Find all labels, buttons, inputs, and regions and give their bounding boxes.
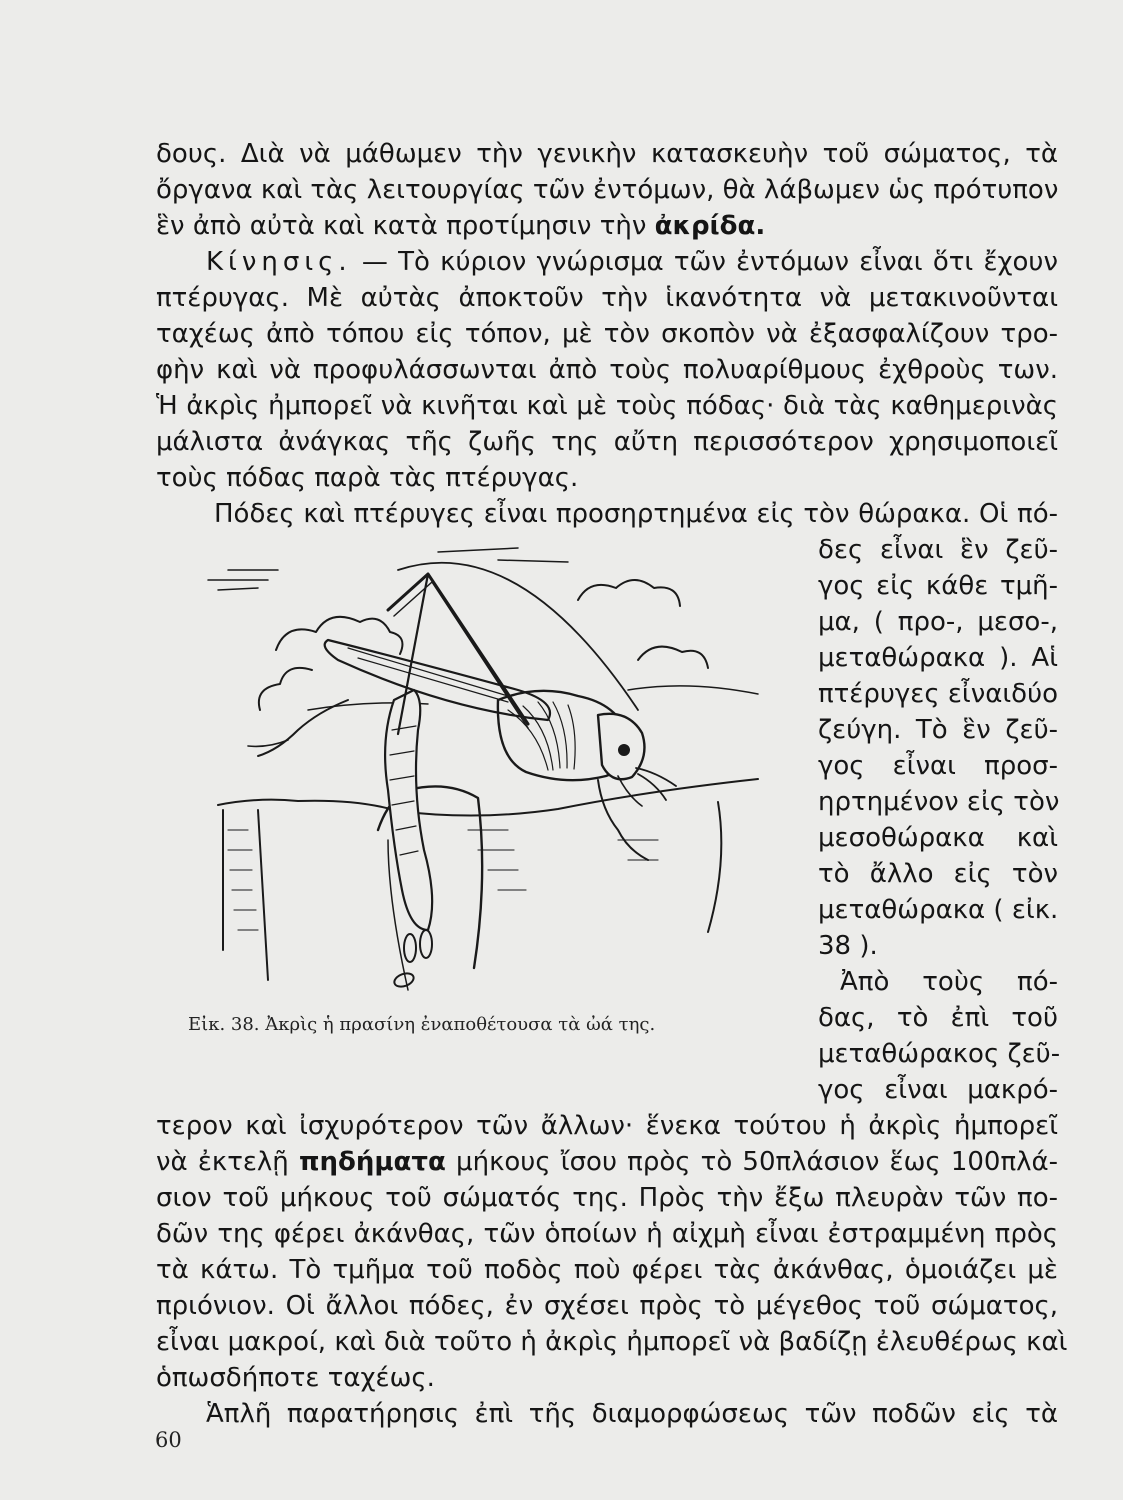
cloud xyxy=(259,668,312,710)
column-line: γος εἰς κάθε τμῆ- xyxy=(818,571,1058,601)
text-line: τὰ κάτω. Τὸ τμῆμα τοῦ ποδὸς ποὺ φέρει τὰς ἀκάνθας, ὁμοιάζει μὲ xyxy=(156,1255,1058,1285)
text-line: Ἁπλῆ παρατήρησις ἐπὶ τῆς διαμορφώσεως τῶν ποδῶν εἰς τὰ xyxy=(206,1399,1058,1429)
column-line: μεταθώρακος ζεῦ- xyxy=(818,1039,1061,1069)
egg xyxy=(420,930,432,958)
text-line: ὄργανα καὶ τὰς λειτουργίας τῶν ἐντόμων, θὰ λάβωμεν ὡς πρότυπον xyxy=(156,175,1059,205)
column-line: δες εἶναι ἓν ζεῦ- xyxy=(818,535,1058,565)
text-line: σιον τοῦ μήκους τοῦ σώματός της. Πρὸς τὴν ἔξω πλευρὰν τῶν πο- xyxy=(156,1183,1058,1213)
text-segment: — Τὸ κύριον γνώρισμα τῶν ἐντόμων εἶναι ὅτι ἔχουν xyxy=(351,247,1058,277)
text-segment: μήκους ἴσου πρὸς τὸ 50πλάσιον ἕως 100πλά- xyxy=(445,1147,1059,1177)
text-line xyxy=(156,208,1058,244)
text-line: πριόνιον. Οἱ ἄλλοι πόδες, ἐν σχέσει πρὸς τὸ μέγεθος τοῦ σώματος, xyxy=(156,1291,1058,1321)
cloud xyxy=(276,617,402,654)
eye xyxy=(619,745,629,755)
page-number: 60 xyxy=(155,1428,182,1452)
column-line: πτέρυγες εἶναιδύο xyxy=(818,679,1059,709)
term-akrida: ἀκρίδα. xyxy=(654,211,766,241)
text-line xyxy=(156,1144,1058,1180)
column-line: γος εἶναι προσ- xyxy=(818,751,1058,781)
column-line: μα, ( προ-, μεσο-, xyxy=(818,607,1058,637)
cloud xyxy=(638,647,708,668)
figure-caption: Εἰκ. 38. Ἀκρὶς ἡ πρασίνη ἐναποθέτουσα τὰ ὠά της. xyxy=(188,1014,656,1035)
grasshopper-illustration xyxy=(198,540,776,995)
column-line: μεσοθώρακα καὶ xyxy=(818,823,1058,853)
text-line: τερον καὶ ἰσχυρότερον τῶν ἄλλων· ἕνεκα τούτου ἡ ἀκρὶς ἠμπορεῖ xyxy=(156,1111,1058,1141)
mid-leg xyxy=(618,776,642,806)
antenna xyxy=(636,768,676,800)
cloud xyxy=(578,580,680,606)
text-line: μάλιστα ἀνάγκας τῆς ζωῆς της αὔτη περισσότερον χρησιμοποιεῖ xyxy=(156,427,1058,457)
text-segment: νὰ ἐκτελῇ xyxy=(156,1147,299,1177)
text-line: δους. Διὰ νὰ μάθωμεν τὴν γενικὴν κατασκευὴν τοῦ σώματος, τὰ xyxy=(156,139,1058,169)
text-segment: ἓν ἀπὸ αὐτὰ καὶ κατὰ προτίμησιν τὴν xyxy=(156,211,655,241)
text-line: δῶν της φέρει ἀκάνθας, τῶν ὁποίων ἡ αἰχμὴ εἶναι ἐστραμμένη πρὸς xyxy=(156,1219,1058,1249)
text-line: φὴν καὶ νὰ προφυλάσσωνται ἀπὸ τοὺς πολυαρίθμους ἐχθροὺς των. xyxy=(156,355,1058,385)
text-line: Πόδες καὶ πτέρυγες εἶναι προσηρτημένα εἰς τὸν θώρακα. Οἱ πό- xyxy=(214,499,1058,529)
text-line: ὁπωσδήποτε ταχέως. xyxy=(156,1363,435,1393)
egg xyxy=(393,971,416,989)
text-line: ταχέως ἀπὸ τόπου εἰς τόπον, μὲ τὸν σκοπὸν νὰ ἐξασφαλίζουν τρο- xyxy=(156,319,1058,349)
column-line: τὸ ἄλλο εἰς τὸν xyxy=(818,859,1058,889)
column-line: μεταθώρακα ). Αἱ xyxy=(818,643,1058,673)
front-leg xyxy=(258,700,348,756)
term-pidimata: πηδήματα xyxy=(298,1147,446,1177)
text-line: τοὺς πόδας παρὰ τὰς πτέρυγας. xyxy=(156,463,579,493)
abdomen xyxy=(385,690,432,930)
mid-leg xyxy=(598,780,648,860)
column-line: Ἀπὸ τοὺς πό- xyxy=(840,967,1058,997)
section-heading-kinisis: Κίνησις. xyxy=(206,247,352,277)
column-line: 38 ). xyxy=(818,931,878,961)
egg xyxy=(404,934,416,962)
column-line: δας, τὸ ἐπὶ τοῦ xyxy=(818,1003,1058,1033)
text-line: Ἡ ἀκρὶς ἠμπορεῖ νὰ κινῆται καὶ μὲ τοὺς πόδας· διὰ τὰς καθημερινὰς xyxy=(156,391,1058,421)
text-line: πτέρυγας. Μὲ αὐτὰς ἀποκτοῦν τὴν ἱκανότητα νὰ μετακινοῦνται xyxy=(156,283,1058,313)
column-line: γος εἶναι μακρό- xyxy=(818,1075,1058,1105)
column-line: ζεύγη. Τὸ ἓν ζεῦ- xyxy=(818,715,1058,745)
column-line: μεταθώρακα ( εἰκ. xyxy=(818,895,1059,925)
column-line: ηρτημένον εἰς τὸν xyxy=(818,787,1060,817)
text-line: εἶναι μακροί, καὶ διὰ τοῦτο ἡ ἀκρὶς ἠμπορεῖ νὰ βαδίζῃ ἐλευθέρως καὶ xyxy=(156,1327,1068,1357)
section-heading-line xyxy=(206,244,1058,280)
